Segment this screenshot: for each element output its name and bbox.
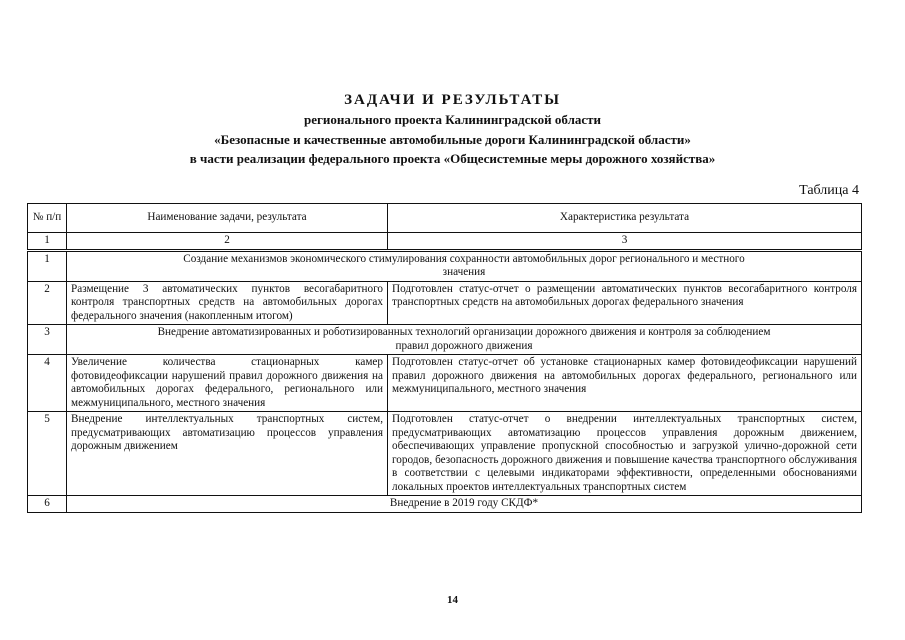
section-title: Внедрение автоматизированных и роботизированных технологий организации дорожного движения и контроля за соблюдением правил дорожного движения <box>67 325 862 355</box>
document-subtitle-federal: в части реализации федерального проекта «Общесистемные меры дорожного хозяйства» <box>189 151 716 166</box>
header-result: Характеристика результата <box>388 204 862 233</box>
table-header-row <box>28 204 862 233</box>
section-title: Внедрение в 2019 году СКДФ* <box>67 496 862 513</box>
header-task: Наименование задачи, результата <box>67 204 388 233</box>
table-row <box>28 496 862 513</box>
table-row <box>28 355 862 412</box>
row-number: 1 <box>28 250 67 281</box>
page-number: 14 <box>447 594 458 606</box>
table-row <box>28 325 862 355</box>
row-number: 4 <box>28 355 67 412</box>
document-subtitle-project: «Безопасные и качественные автомобильные дороги Калининградской области» <box>214 132 691 147</box>
row-number: 6 <box>28 496 67 513</box>
row-number: 5 <box>28 412 67 496</box>
header-num: № п/п <box>28 204 67 233</box>
index-3: 3 <box>388 233 862 251</box>
task-cell: Внедрение интеллектуальных транспортных систем, предусматривающих автоматизацию процессов управления дорожным движением <box>67 412 388 496</box>
results-table <box>27 203 862 513</box>
row-number: 3 <box>28 325 67 355</box>
document-subtitle-region: регионального проекта Калининградской области <box>303 112 602 127</box>
index-1: 1 <box>28 233 67 251</box>
index-2: 2 <box>67 233 388 251</box>
document-title: ЗАДАЧИ И РЕЗУЛЬТАТЫ <box>344 92 561 108</box>
section-title: Создание механизмов экономического стимулирования сохранности автомобильных дорог регионального и местного значения <box>67 250 862 281</box>
table-row <box>28 281 862 325</box>
row-number: 2 <box>28 281 67 325</box>
table-index-row <box>28 233 862 251</box>
table-row <box>28 412 862 496</box>
table-row <box>28 250 862 281</box>
result-cell: Подготовлен статус-отчет о размещении автоматических пунктов весогабаритного контроля транспортных средств на автомобильных дорогах федерального значения <box>388 281 862 325</box>
result-cell: Подготовлен статус-отчет об установке стационарных камер фотовидеофиксации нарушений правил дорожного движения на автомобильных дорогах федерального, регионального или межмуниципального, местного значения <box>388 355 862 412</box>
task-cell: Увеличение количества стационарных камер фотовидеофиксации нарушений правил дорожного движения на автомобильных дорогах федерального, регионального или межмуниципального, местного значения <box>67 355 388 412</box>
table-label: Таблица 4 <box>799 183 859 198</box>
task-cell: Размещение 3 автоматических пунктов весогабаритного контроля транспортных средств на автомобильных дорогах федерального значения (накопленным итогом) <box>67 281 388 325</box>
result-cell: Подготовлен статус-отчет о внедрении интеллектуальных транспортных систем, предусматривающих автоматизацию процессов управления дорожным движением, обеспечивающих управление пропускной способностью и загрузкой улично-дорожной сети городов, безопасность дорожного движения и повышение качества транспортного обслуживания в соответствии с целевыми индикаторами эффективности, определенными обоснованиями локальных проектов интеллектуальных транспортных систем <box>388 412 862 496</box>
